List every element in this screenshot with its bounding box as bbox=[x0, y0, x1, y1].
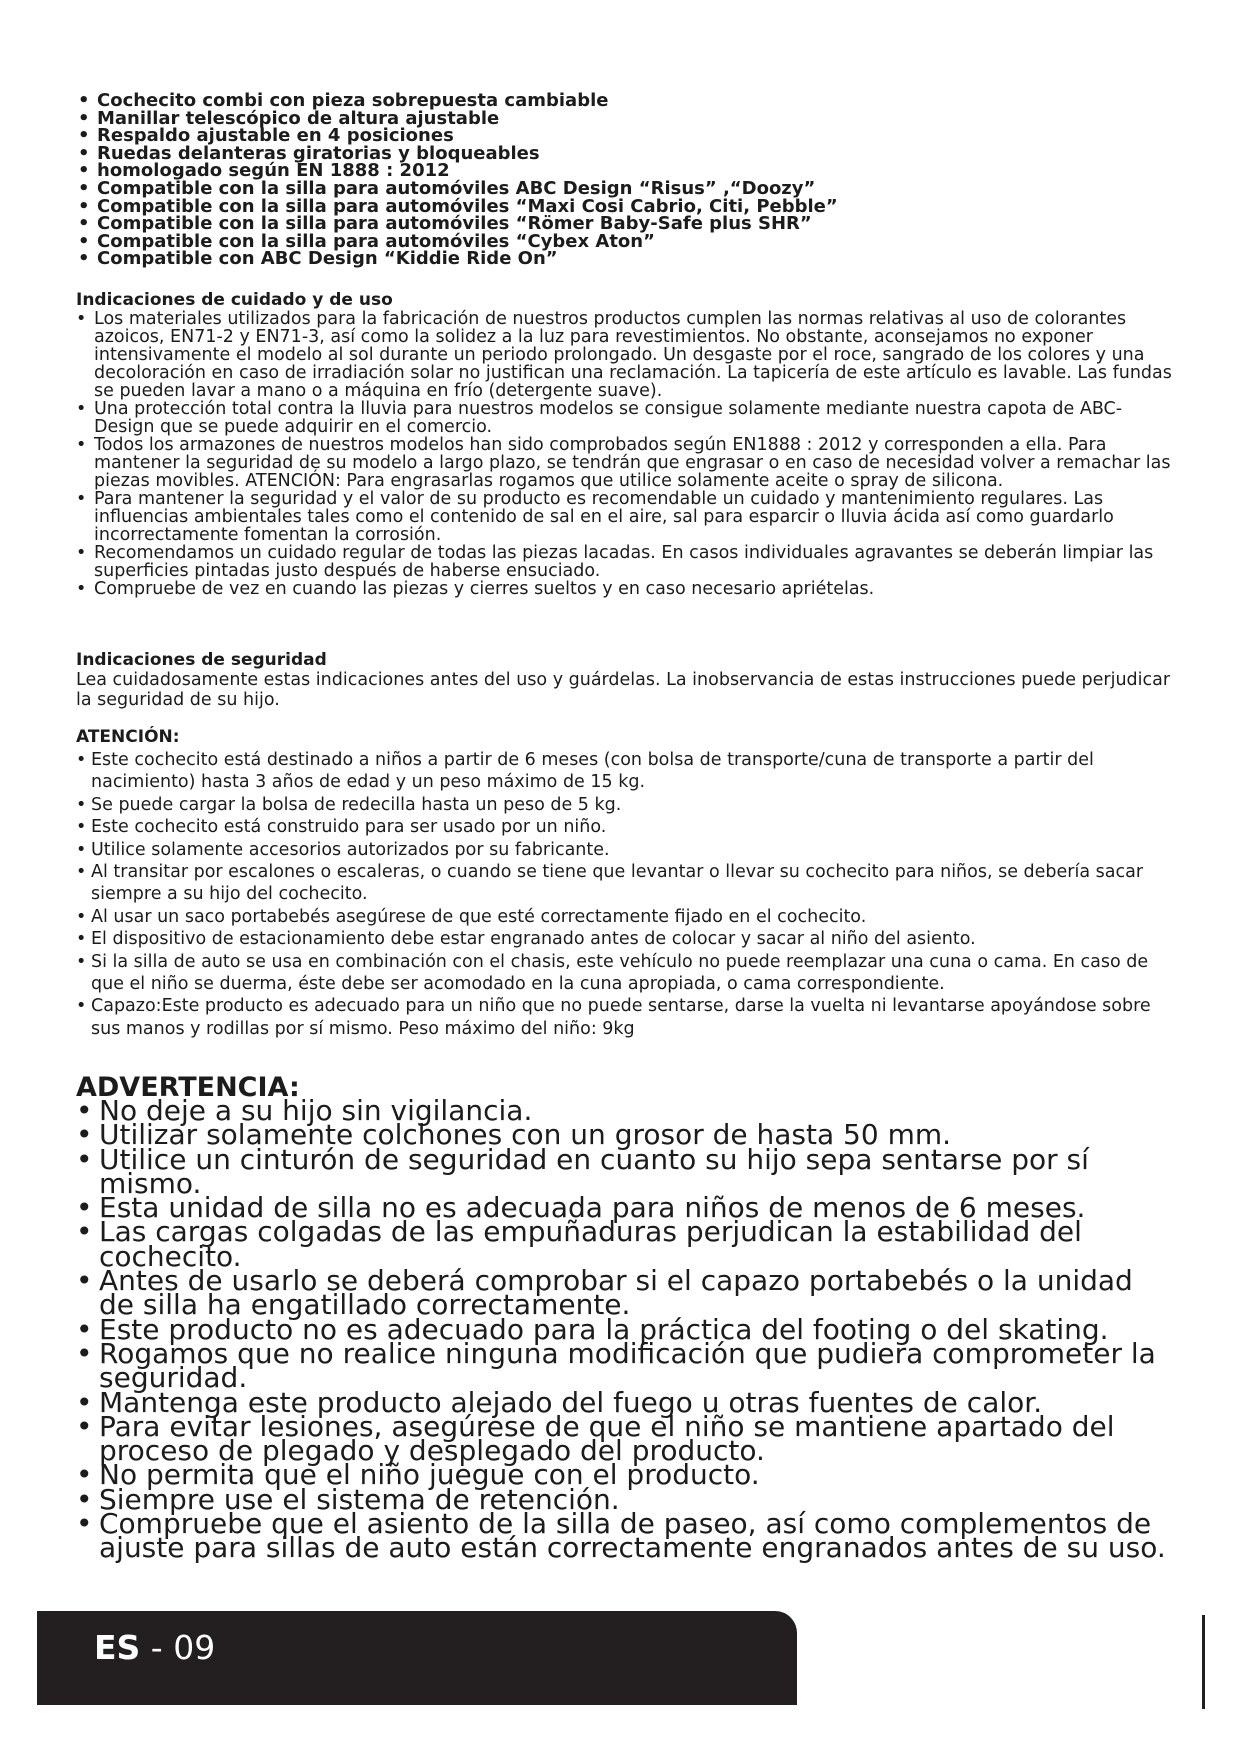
warning-item: • Las cargas colgadas de las empuñaduras perjudican la estabilidad del cochecito. bbox=[76, 1220, 1176, 1269]
care-section bbox=[76, 290, 1176, 598]
attention-item: • Este cochecito está destinado a niños a partir de 6 meses (con bolsa de transporte/cuna de transporte a partir del nacimiento) hasta 3 años de edad y un peso máximo de 15 kg. bbox=[76, 749, 1176, 794]
attention-item: • El dispositivo de estacionamiento debe estar engranado antes de colocar y sacar al niño del asiento. bbox=[76, 928, 1176, 950]
feature-item: • Compatible con la silla para automóviles “Römer Baby-Safe plus SHR” bbox=[78, 215, 1178, 233]
language-code: ES bbox=[94, 1628, 141, 1667]
warning-item: • Mantenga este producto alejado del fuego u otras fuentes de calor. bbox=[76, 1391, 1176, 1415]
warning-item: • Este producto no es adecuado para la práctica del footing o del skating. bbox=[76, 1318, 1176, 1342]
warning-item: • No permita que el niño juegue con el producto. bbox=[76, 1463, 1176, 1487]
warning-heading: ADVERTENCIA: bbox=[76, 1072, 300, 1103]
safety-text: Lea cuidadosamente estas indicaciones antes del uso y guárdelas. La inobservancia de estas instrucciones puede perjudicar la seguridad de su hijo. bbox=[76, 670, 1171, 710]
attention-section bbox=[76, 726, 1176, 1040]
attention-item: • Utilice solamente accesorios autorizados por su fabricante. bbox=[76, 839, 1176, 861]
feature-item: • Compatible con la silla para automóviles “Cybex Aton” bbox=[78, 233, 1178, 251]
care-item: • Todos los armazones de nuestros modelos han sido comprobados según EN1888 : 2012 y corresponden a ella. Para mantener la seguridad de su modelo a largo plazo, se tendrán que engrasar o en caso de necesidad volver a remachar las piezas movibles. ATENCIÓN: Para engrasarlas rogamos que utilice solamente aceite o spray de silicona. bbox=[76, 436, 1176, 490]
safety-heading: Indicaciones de seguridad bbox=[76, 650, 327, 670]
page-number bbox=[94, 1618, 215, 1678]
warning-item: • Siempre use el sistema de retención. bbox=[76, 1488, 1176, 1512]
safety-section bbox=[76, 650, 1176, 710]
attention-item: • Al usar un saco portabebés asegúrese de que esté correctamente fijado en el cochecito. bbox=[76, 906, 1176, 928]
warning-item: • Rogamos que no realice ninguna modificación que pudiera comprometer la seguridad. bbox=[76, 1342, 1176, 1391]
page-separator: - bbox=[140, 1628, 174, 1667]
care-item: • Los materiales utilizados para la fabricación de nuestros productos cumplen las normas relativas al uso de colorantes azoicos, EN71-2 y EN71-3, así como la solidez a la luz para revestimientos. No obstante, aconsejamos no exponer intensivamente el modelo al sol durante un periodo prolongado. Un desgaste por el roce, sangrado de los colores y una decoloración en caso de irradiación solar no justifican una reclamación. La tapicería de este artículo es lavable. Las fundas se pueden lavar a mano o a máquina en frío (detergente suave). bbox=[76, 310, 1176, 400]
attention-item: • Este cochecito está construido para ser usado por un niño. bbox=[76, 816, 1176, 838]
attention-heading: ATENCIÓN: bbox=[76, 727, 180, 747]
attention-item: • Capazo:Este producto es adecuado para un niño que no puede sentarse, darse la vuelta ni levantarse apoyándose sobre sus manos y rodillas por sí mismo. Peso máximo del niño: 9kg bbox=[76, 995, 1176, 1040]
feature-item: • Ruedas delanteras giratorias y bloqueables bbox=[78, 145, 1178, 163]
feature-item: • Compatible con la silla para automóviles ABC Design “Risus” ,“Doozy” bbox=[78, 180, 1178, 198]
care-item: • Compruebe de vez en cuando las piezas y cierres sueltos y en caso necesario apriételas. bbox=[76, 580, 1176, 598]
care-item: • Para mantener la seguridad y el valor de su producto es recomendable un cuidado y mantenimiento regulares. Las influencias ambientales tales como el contenido de sal en el aire, sal para esparcir o lluvia ácida así como guardarlo incorrectamente fomentan la corrosión. bbox=[76, 490, 1176, 544]
care-item: • Una protección total contra la lluvia para nuestros modelos se consigue solamente mediante nuestra capota de ABC-Design que se puede adquirir en el comercio. bbox=[76, 400, 1176, 436]
feature-item: • homologado según EN 1888 : 2012 bbox=[78, 162, 1178, 180]
care-heading: Indicaciones de cuidado y de uso bbox=[76, 290, 393, 310]
warning-section bbox=[76, 1072, 1176, 1565]
warning-item: • Utilice un cinturón de seguridad en cuanto su hijo sepa sentarse por sí mismo. bbox=[76, 1148, 1176, 1197]
feature-item: • Compatible con la silla para automóviles “Maxi Cosi Cabrio, Citi, Pebble” bbox=[78, 198, 1178, 216]
feature-item: • Cochecito combi con pieza sobrepuesta cambiable bbox=[78, 92, 1178, 110]
attention-item: • Si la silla de auto se usa en combinación con el chasis, este vehículo no puede reemplazar una cuna o cama. En caso de que el niño se duerma, éste debe ser acomodado en la cuna apropiada, o cama correspondiente. bbox=[76, 951, 1176, 996]
care-list bbox=[76, 310, 1176, 598]
warning-item: • No deje a su hijo sin vigilancia. bbox=[76, 1099, 1176, 1123]
warning-item: • Compruebe que el asiento de la silla de paseo, así como complementos de ajuste para sillas de auto están correctamente engranados antes de su uso. bbox=[76, 1512, 1176, 1561]
feature-item: • Respaldo ajustable en 4 posiciones bbox=[78, 127, 1178, 145]
attention-list bbox=[76, 749, 1176, 1040]
warning-item: • Para evitar lesiones, asegúrese de que el niño se mantiene apartado del proceso de plegado y desplegado del producto. bbox=[76, 1415, 1176, 1464]
feature-item: • Compatible con ABC Design “Kiddie Ride On” bbox=[78, 250, 1178, 268]
warning-list bbox=[76, 1094, 1176, 1565]
warning-item: • Esta unidad de silla no es adecuada para niños de menos de 6 meses. bbox=[76, 1196, 1176, 1220]
edge-divider bbox=[1202, 1615, 1205, 1709]
care-item: • Recomendamos un cuidado regular de todas las piezas lacadas. En casos individuales agravantes se deberán limpiar las superficies pintadas justo después de haberse ensuciado. bbox=[76, 544, 1176, 580]
warning-item: • Antes de usarlo se deberá comprobar si el capazo portabebés o la unidad de silla ha engatillado correctamente. bbox=[76, 1269, 1176, 1318]
feature-item: • Manillar telescópico de altura ajustable bbox=[78, 110, 1178, 128]
attention-item: • Al transitar por escalones o escaleras, o cuando se tiene que levantar o llevar su cochecito para niños, se debería sacar siempre a su hijo del cochecito. bbox=[76, 861, 1176, 906]
attention-item: • Se puede cargar la bolsa de redecilla hasta un peso de 5 kg. bbox=[76, 794, 1176, 816]
warning-item: • Utilizar solamente colchones con un grosor de hasta 50 mm. bbox=[76, 1123, 1176, 1147]
page-number-value: 09 bbox=[173, 1628, 216, 1667]
feature-list bbox=[78, 92, 1178, 268]
